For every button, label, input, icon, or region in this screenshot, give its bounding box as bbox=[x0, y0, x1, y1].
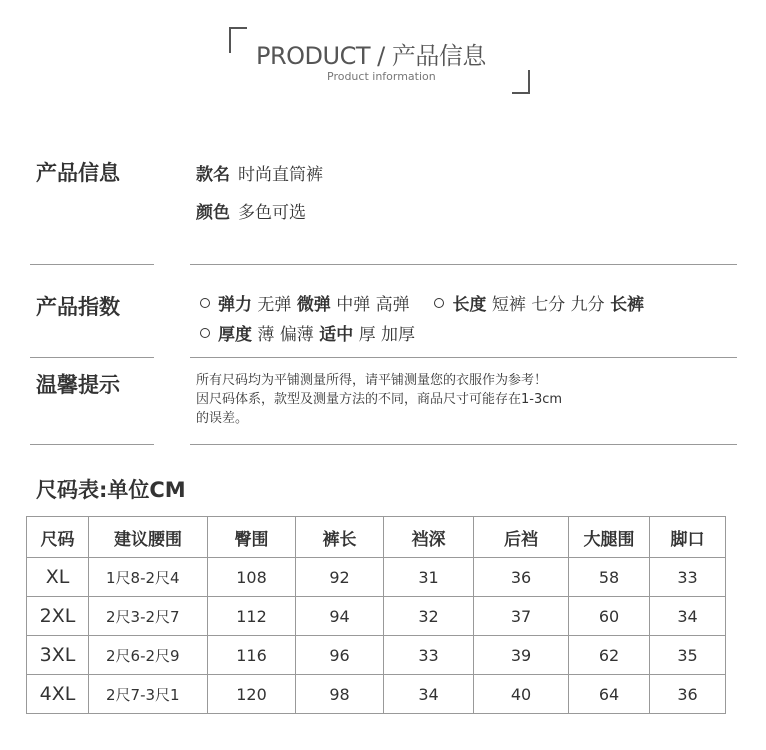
tips-heading: 温馨提示 bbox=[36, 373, 120, 397]
cell-back-rise: 39 bbox=[474, 636, 569, 675]
elasticity-length-line bbox=[200, 290, 644, 315]
cell-hem: 36 bbox=[650, 675, 726, 714]
divider-left-2 bbox=[30, 357, 154, 358]
cell-back-rise: 37 bbox=[474, 597, 569, 636]
bullet-circle-icon bbox=[200, 298, 210, 308]
table-row bbox=[27, 597, 726, 636]
cell-thigh: 64 bbox=[569, 675, 650, 714]
cell-waist: 2尺7-3尺1 bbox=[89, 675, 208, 714]
header-bracket-bottom-right bbox=[512, 70, 530, 94]
thickness-option: 厚 bbox=[358, 325, 376, 345]
length-label: 长度 bbox=[452, 295, 487, 315]
cell-rise: 33 bbox=[384, 636, 474, 675]
length-option: 短裤 bbox=[491, 295, 526, 315]
header-back-rise: 后裆 bbox=[474, 517, 569, 558]
product-info-heading: 产品信息 bbox=[36, 161, 120, 185]
style-line bbox=[196, 160, 323, 185]
cell-length: 96 bbox=[296, 636, 384, 675]
product-index-heading: 产品指数 bbox=[36, 295, 120, 319]
thickness-line bbox=[200, 320, 415, 345]
color-line bbox=[196, 198, 306, 223]
table-header-row bbox=[27, 517, 726, 558]
elasticity-option: 高弹 bbox=[375, 295, 410, 315]
tips-line: 所有尺码均为平铺测量所得，请平铺测量您的衣服作为参考！ bbox=[196, 373, 548, 388]
cell-rise: 32 bbox=[384, 597, 474, 636]
header-length: 裤长 bbox=[296, 517, 384, 558]
length-option-selected: 长裤 bbox=[610, 295, 645, 315]
table-row bbox=[27, 675, 726, 714]
tips-line: 因尺码体系，款型及测量方法的不同，商品尺寸可能存在1-3cm bbox=[196, 392, 563, 407]
cell-waist: 1尺8-2尺4 bbox=[89, 558, 208, 597]
cell-hip: 116 bbox=[208, 636, 296, 675]
table-row bbox=[27, 636, 726, 675]
length-option: 九分 bbox=[570, 295, 605, 315]
divider-left-3 bbox=[30, 444, 154, 445]
header-thigh: 大腿围 bbox=[569, 517, 650, 558]
header-bracket-top-left bbox=[229, 27, 247, 53]
cell-waist: 2尺6-2尺9 bbox=[89, 636, 208, 675]
cell-hip: 120 bbox=[208, 675, 296, 714]
cell-back-rise: 36 bbox=[474, 558, 569, 597]
header-hem: 脚口 bbox=[650, 517, 726, 558]
divider-right-1 bbox=[190, 264, 737, 265]
cell-length: 92 bbox=[296, 558, 384, 597]
elasticity-option-selected: 微弹 bbox=[296, 295, 331, 315]
thickness-option: 薄 bbox=[257, 325, 275, 345]
elasticity-label: 弹力 bbox=[218, 295, 252, 315]
bullet-circle-icon bbox=[434, 298, 444, 308]
size-table bbox=[26, 516, 726, 714]
divider-right-3 bbox=[190, 444, 737, 445]
cell-hem: 35 bbox=[650, 636, 726, 675]
divider-left-1 bbox=[30, 264, 154, 265]
cell-hem: 33 bbox=[650, 558, 726, 597]
cell-thigh: 58 bbox=[569, 558, 650, 597]
thickness-label: 厚度 bbox=[218, 325, 252, 345]
header-rise: 裆深 bbox=[384, 517, 474, 558]
elasticity-option: 中弹 bbox=[336, 295, 371, 315]
cell-size: 2XL bbox=[27, 597, 89, 636]
color-label: 颜色 bbox=[196, 203, 230, 223]
cell-size: 4XL bbox=[27, 675, 89, 714]
table-row bbox=[27, 558, 726, 597]
style-value: 时尚直筒裤 bbox=[238, 165, 323, 185]
length-option: 七分 bbox=[531, 295, 566, 315]
cell-length: 98 bbox=[296, 675, 384, 714]
cell-size: XL bbox=[27, 558, 89, 597]
style-label: 款名 bbox=[196, 165, 230, 185]
color-value: 多色可选 bbox=[238, 203, 306, 223]
elasticity-option: 无弹 bbox=[257, 295, 292, 315]
cell-length: 94 bbox=[296, 597, 384, 636]
cell-hip: 112 bbox=[208, 597, 296, 636]
tips-text bbox=[196, 371, 666, 428]
cell-thigh: 62 bbox=[569, 636, 650, 675]
page-subtitle: Product information bbox=[327, 70, 436, 83]
header-size: 尺码 bbox=[27, 517, 89, 558]
divider-right-2 bbox=[190, 357, 737, 358]
cell-hip: 108 bbox=[208, 558, 296, 597]
cell-rise: 31 bbox=[384, 558, 474, 597]
header-waist: 建议腰围 bbox=[89, 517, 208, 558]
header-hip: 臀围 bbox=[208, 517, 296, 558]
cell-waist: 2尺3-2尺7 bbox=[89, 597, 208, 636]
cell-thigh: 60 bbox=[569, 597, 650, 636]
tips-line: 的误差。 bbox=[196, 411, 249, 426]
thickness-option-selected: 适中 bbox=[319, 325, 354, 345]
thickness-option: 加厚 bbox=[381, 325, 416, 345]
cell-rise: 34 bbox=[384, 675, 474, 714]
cell-back-rise: 40 bbox=[474, 675, 569, 714]
page-title: PRODUCT / 产品信息 bbox=[256, 42, 486, 70]
cell-size: 3XL bbox=[27, 636, 89, 675]
bullet-circle-icon bbox=[200, 328, 210, 338]
size-chart-title: 尺码表:单位CM bbox=[36, 478, 186, 502]
cell-hem: 34 bbox=[650, 597, 726, 636]
thickness-option: 偏薄 bbox=[279, 325, 314, 345]
